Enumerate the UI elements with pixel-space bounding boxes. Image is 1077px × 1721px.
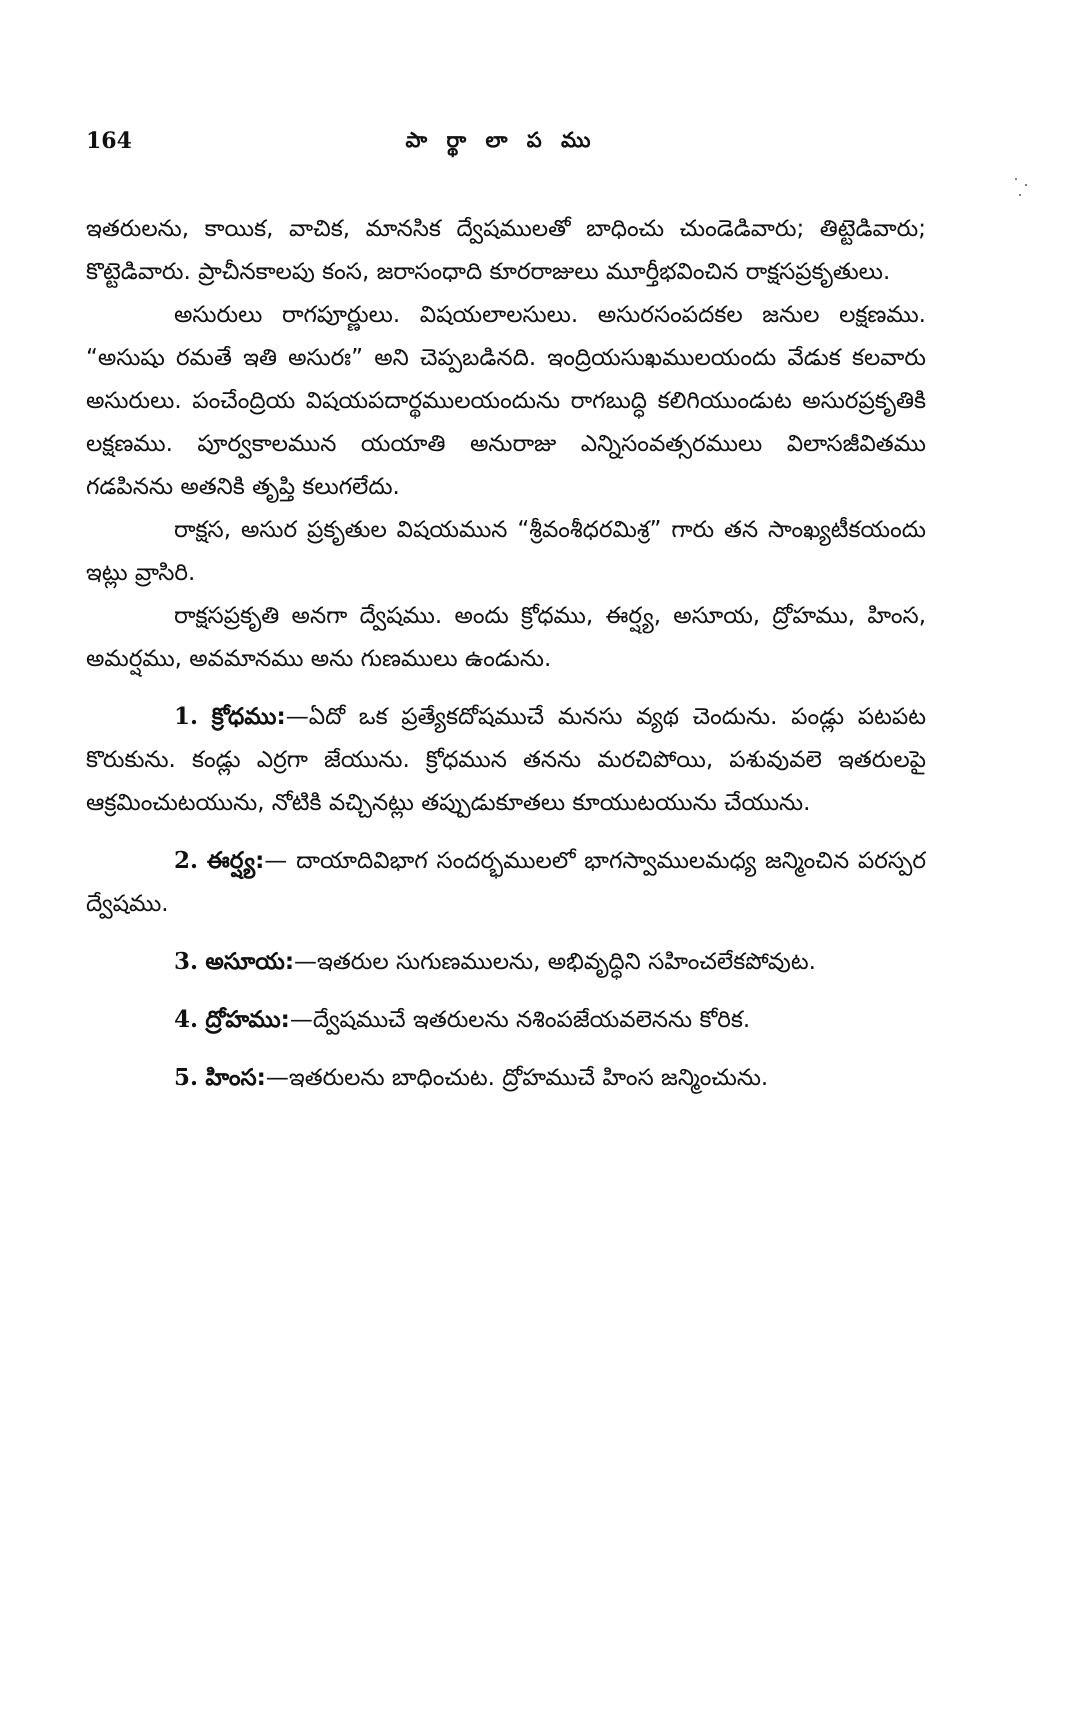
definition-text: —ఇతరుల సుగుణములను, అభివృద్ధిని సహించలేకపోవుట.: [294, 949, 816, 975]
definition-text: —ద్వేషముచే ఇతరులను నశింపజేయవలెనను కోరిక.: [289, 1007, 751, 1033]
definition-himsa: [86, 1056, 926, 1100]
definition-text: — దాయాదివిభాగ సందర్భములలో భాగస్వాములమధ్య జన్మించిన పరస్పర ద్వేషము.: [86, 848, 927, 917]
definition-drohamu: [86, 998, 926, 1042]
definition-text: —ఇతరులను బాధించుట. ద్రోహముచే హింస జన్మించును.: [265, 1065, 769, 1091]
definition-number: 2.: [174, 847, 199, 874]
definition-term: క్రోధము:: [211, 704, 286, 730]
definition-number: 3.: [174, 948, 199, 975]
paragraph-3: రాక్షస, అసుర ప్రకృతుల విషయమున “శ్రీవంశీధరమిశ్ర” గారు తన సాంఖ్యటీకయందు ఇట్లు వ్రాసిరి.: [86, 517, 926, 586]
body-text: [86, 208, 926, 1100]
paragraph-4: రాక్షసప్రకృతి అనగా ద్వేషము. అందు క్రోధము, ఈర్ష్య, అసూయ, ద్రోహము, హింస, అమర్షము, అవమానము అను గుణములు ఉండును.: [86, 603, 926, 672]
page-number: 164: [86, 128, 132, 154]
definition-number: 1.: [174, 703, 199, 730]
paragraph-1: ఇతరులను, కాయిక, వాచిక, మానసిక ద్వేషములతో బాధించు చుండెడివారు; తిట్టెడివారు; కొట్టెడివారు. ప్రాచీనకాలపు కంస, జరాసంధాది కూరరాజులు మూర్తీభవించిన రాక్షసప్రకృతులు.: [86, 216, 926, 285]
definition-term: అసూయ:: [205, 949, 295, 975]
paragraph-2: అసురులు రాగపూర్ణులు. విషయలాలసులు. అసురసంపదకల జనుల లక్షణము. “అసుషు రమతే ఇతి అసురః” అని చెప్పబడినది. ఇంద్రియసుఖములయందు వేడుక కలవారు అసురులు. పంచేంద్రియ విషయపదార్థములయందును రాగబుద్ధి కలిగియుండుట అసురప్రకృతికి లక్షణము. పూర్వకాలమున యయాతి అనురాజు ఎన్నిసంవత్సరములు విలాసజీవితము గడపినను అతనికి తృప్తి కలుగలేదు.: [86, 302, 926, 500]
running-title: పా ర్థా లా ప ము: [405, 128, 597, 152]
definition-asuya: [86, 940, 926, 984]
scan-specks: [1013, 176, 1033, 206]
definition-number: 5.: [174, 1064, 199, 1091]
page-header: [86, 128, 916, 168]
definition-krodhamu: [86, 695, 926, 825]
definition-term: ద్రోహము:: [205, 1007, 290, 1033]
definition-text: —ఏదో ఒక ప్రత్యేకదోషముచే మనసు వ్యథ చెందును. పండ్లు పటపట కొరుకును. కండ్లు ఎర్రగా జేయును. క్రోధమున తనను మరచిపోయి, పశువువలె ఇతరులపై ఆక్రమించుటయును, నోటికి వచ్చినట్లు తప్పుడుకూతలు కూయుటయును చేయును.: [86, 704, 927, 816]
definition-number: 4.: [174, 1006, 199, 1033]
definition-term: ఈర్ష్య:: [206, 848, 265, 874]
definition-term: హింస:: [205, 1065, 266, 1091]
definition-irshya: [86, 839, 926, 926]
